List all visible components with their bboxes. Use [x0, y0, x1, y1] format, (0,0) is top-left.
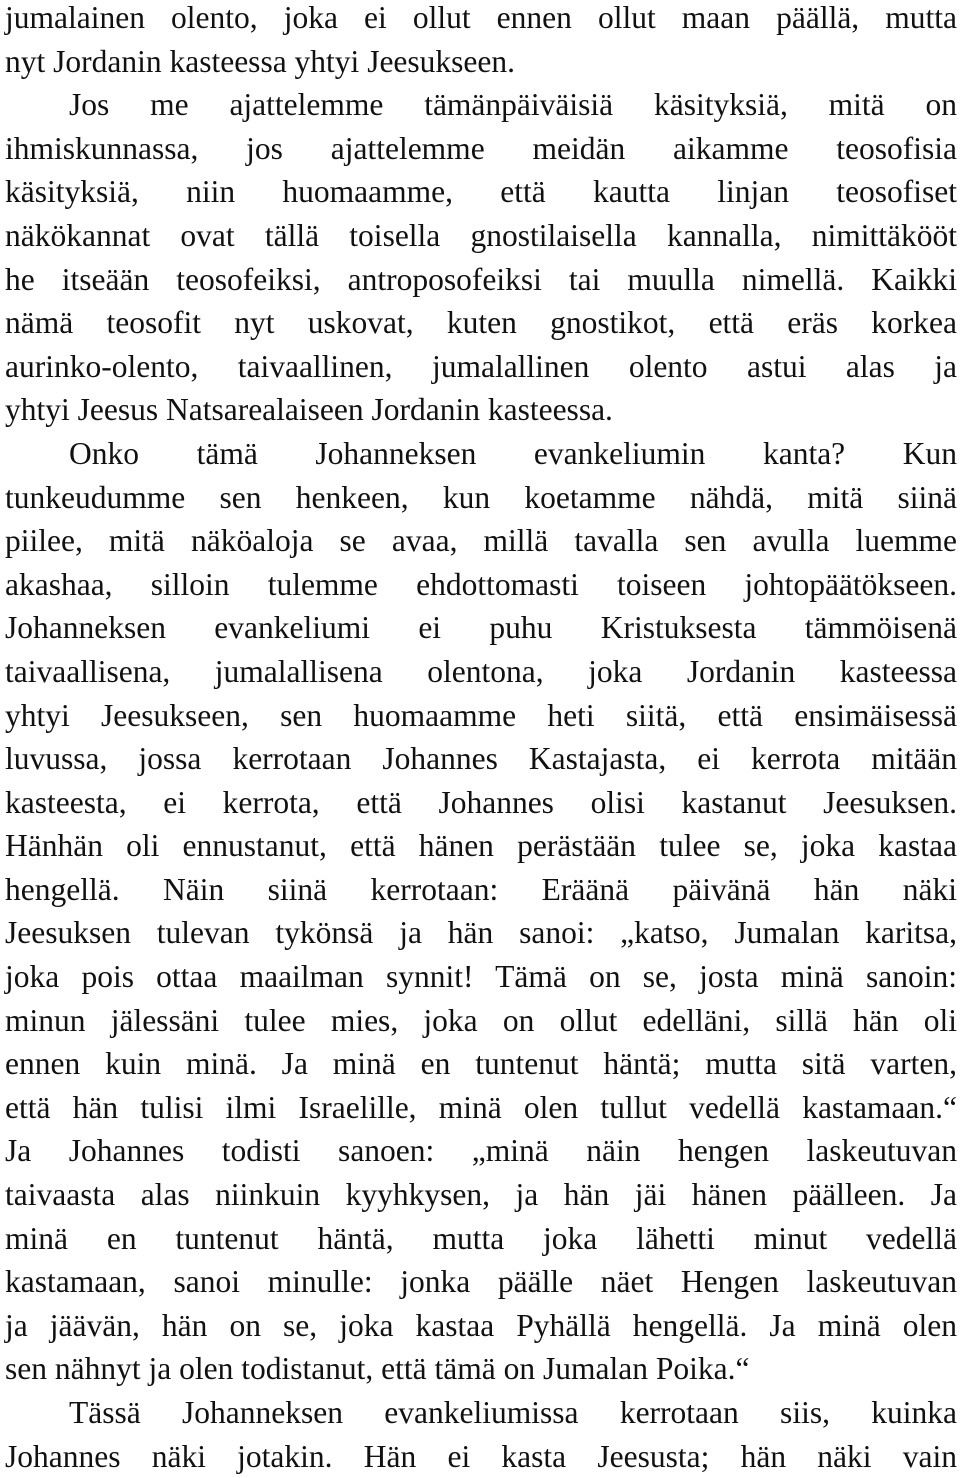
text-line: kasteesta, ei kerrota, että Johannes olisi kastanut Jeesuksen. [5, 784, 957, 820]
text-line: Johannes näki jotakin. Hän ei kasta Jeesusta; hän näki vain [5, 1438, 957, 1474]
text-line: nyt Jordanin kasteessa yhtyi Jeesukseen. [5, 43, 516, 79]
text-line: yhtyi Jeesus Natsarealaiseen Jordanin kasteessa. [5, 392, 613, 428]
text-line: ennen kuin minä. Ja minä en tuntenut häntä; mutta sitä varten, [5, 1046, 957, 1082]
text-line: että hän tulisi ilmi Israelille, minä olen tullut vedellä kastamaan.“ [5, 1089, 957, 1125]
text-line: Jos me ajattelemme tämänpäiväisiä käsityksiä, mitä on [69, 87, 957, 123]
text-line: taivaallisena, jumalallisena olentona, joka Jordanin kasteessa [5, 653, 957, 689]
text-line: piilee, mitä näköaloja se avaa, millä tavalla sen avulla luemme [5, 523, 957, 559]
text-line: sen nähnyt ja olen todistanut, että tämä on Jumalan Poika.“ [5, 1351, 750, 1387]
text-line: minä en tuntenut häntä, mutta joka lähetti minut vedellä [5, 1220, 957, 1256]
text-line: akashaa, silloin tulemme ehdottomasti toiseen johtopäätökseen. [5, 566, 957, 602]
text-line: joka pois ottaa maailman synnit! Tämä on se, josta minä sanoin: [5, 959, 957, 995]
text-line: he itseään teosofeiksi, antroposofeiksi tai muulla nimellä. Kaikki [5, 261, 957, 297]
body-text [5, 0, 957, 1478]
text-line: kastamaan, sanoi minulle: jonka päälle näet Hengen laskeutuvan [5, 1264, 957, 1300]
text-line: luvussa, jossa kerrotaan Johannes Kastajasta, ei kerrota mitään [5, 741, 957, 777]
text-line: yhtyi Jeesukseen, sen huomaamme heti siitä, että ensimäisessä [5, 697, 957, 733]
text-line: Jeesuksen tulevan tykönsä ja hän sanoi: „katso, Jumalan karitsa, [5, 915, 957, 951]
text-line: taivaasta alas niinkuin kyyhkysen, ja hän jäi hänen päälleen. Ja [5, 1177, 957, 1213]
text-line: Ja Johannes todisti sanoen: „minä näin hengen laskeutuvan [5, 1133, 957, 1169]
text-line: Onko tämä Johanneksen evankeliumin kanta? Kun [69, 435, 957, 471]
text-line: Hänhän oli ennustanut, että hänen perästään tulee se, joka kastaa [5, 828, 957, 864]
text-line: Johanneksen evankeliumi ei puhu Kristuksesta tämmöisenä [5, 610, 957, 646]
text-line: ja jäävän, hän on se, joka kastaa Pyhällä hengellä. Ja minä olen [5, 1307, 957, 1343]
text-line: ihmiskunnassa, jos ajattelemme meidän aikamme teosofisia [5, 130, 957, 166]
text-line: tunkeudumme sen henkeen, kun koetamme nähdä, mitä siinä [5, 479, 957, 515]
text-line: näkökannat ovat tällä toisella gnostilaisella kannalla, nimittäkööt [5, 217, 957, 253]
text-line: minun jälessäni tulee mies, joka on ollut edelläni, sillä hän oli [5, 1002, 957, 1038]
text-line: käsityksiä, niin huomaamme, että kautta linjan teosofiset [5, 174, 957, 210]
text-line: Tässä Johanneksen evankeliumissa kerrotaan siis, kuinka [69, 1395, 957, 1430]
text-line: hengellä. Näin siinä kerrotaan: Eräänä päivänä hän näki [5, 871, 957, 907]
text-line: jumalainen olento, joka ei ollut ennen ollut maan päällä, mutta [5, 0, 957, 35]
text-line: aurinko-olento, taivaallinen, jumalallinen olento astui alas ja [5, 348, 957, 384]
text-line: nämä teosofit nyt uskovat, kuten gnostikot, että eräs korkea [5, 305, 957, 341]
